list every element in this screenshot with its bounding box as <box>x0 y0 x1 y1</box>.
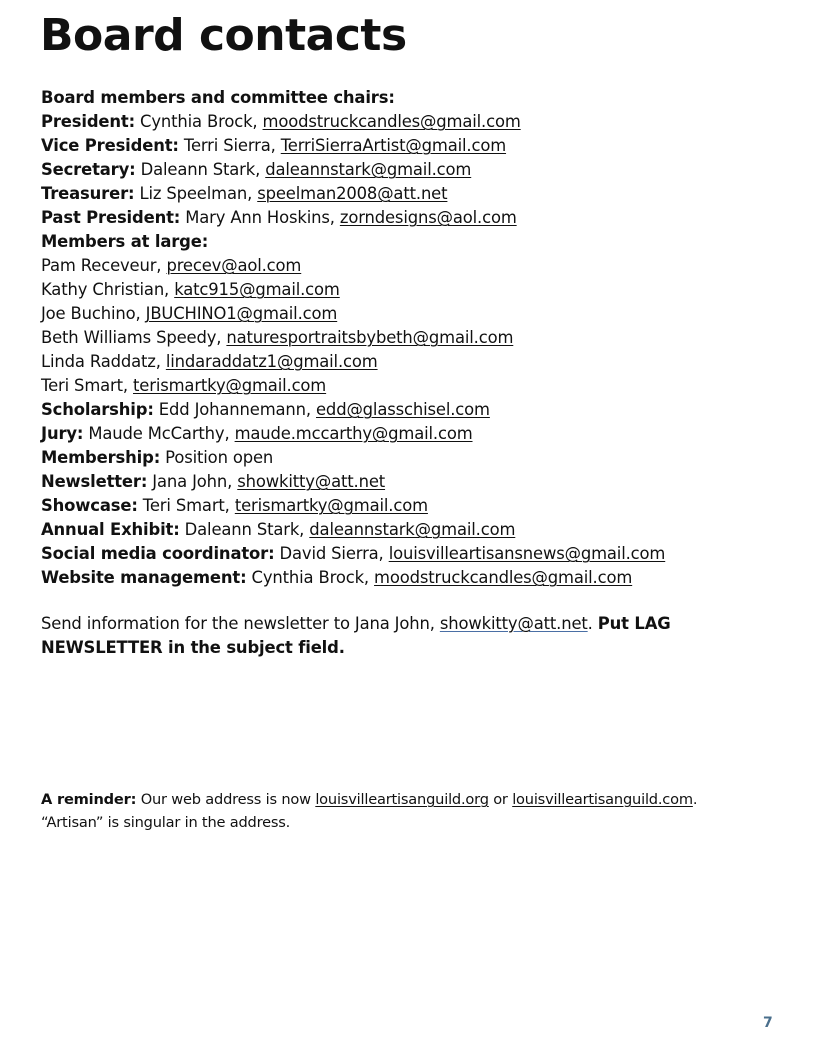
chair-row-role: Annual Exhibit: <box>41 520 180 539</box>
chair-row-role: Newsletter: <box>41 472 148 491</box>
member-row <box>41 374 801 398</box>
officer-row <box>41 182 801 206</box>
member-row-name: Joe Buchino, <box>41 304 146 323</box>
newsletter-note-email-link[interactable]: showkitty@att.net <box>439 614 588 633</box>
officer-row-name: Liz Speelman, <box>134 184 258 203</box>
chair-row-email-link[interactable]: showkitty@att.net <box>237 472 386 491</box>
chair-row-name: Edd Johannemann, <box>153 400 316 419</box>
officer-row-name: Daleann Stark, <box>135 160 266 179</box>
officer-row-email-link[interactable]: daleannstark@gmail.com <box>265 160 472 179</box>
member-row <box>41 350 801 374</box>
chair-row-name: Teri Smart, <box>137 496 235 515</box>
member-row <box>41 302 801 326</box>
chair-row-email-link[interactable]: edd@glasschisel.com <box>316 400 490 419</box>
newsletter-note-instruction: Put LAG NEWSLETTER in the subject field. <box>41 614 671 657</box>
reminder-label: A reminder: <box>41 791 137 808</box>
officer-row-email-link[interactable]: speelman2008@att.net <box>257 184 448 203</box>
newsletter-note-after: . <box>587 614 598 633</box>
officer-row-role: Vice President: <box>41 136 179 155</box>
chair-row-name: Jana John, <box>147 472 238 491</box>
officer-row-name: Cynthia Brock, <box>135 112 263 131</box>
reminder-artisan-note: “Artisan” is singular in the address. <box>41 814 291 831</box>
member-row-email-link[interactable]: naturesportraitsbybeth@gmail.com <box>226 328 514 347</box>
member-row-name: Beth Williams Speedy, <box>41 328 227 347</box>
chair-row-email-link[interactable]: maude.mccarthy@gmail.com <box>234 424 473 443</box>
chair-row <box>41 470 801 494</box>
member-row-email-link[interactable]: terismartky@gmail.com <box>133 376 327 395</box>
reminder-note <box>41 788 781 834</box>
officer-row-role: Secretary: <box>41 160 136 179</box>
member-row-email-link[interactable]: lindaraddatz1@gmail.com <box>165 352 378 371</box>
board-heading: Board members and committee chairs: <box>41 88 395 107</box>
officer-row-email-link[interactable]: TerriSierraArtist@gmail.com <box>280 136 507 155</box>
chair-row <box>41 446 801 470</box>
officer-row-role: Past President: <box>41 208 181 227</box>
officer-row-name: Terri Sierra, <box>178 136 281 155</box>
officer-row <box>41 158 801 182</box>
reminder-period: . <box>692 791 698 808</box>
officers-list <box>41 110 801 230</box>
member-row-name: Linda Raddatz, <box>41 352 166 371</box>
chair-row-email-link[interactable]: moodstruckcandles@gmail.com <box>374 568 633 587</box>
officer-row-email-link[interactable]: moodstruckcandles@gmail.com <box>262 112 521 131</box>
reminder-or: or <box>488 791 513 808</box>
chair-row-name: Position open <box>160 448 274 467</box>
member-row <box>41 326 801 350</box>
chair-row-email-link[interactable]: louisvilleartisansnews@gmail.com <box>388 544 666 563</box>
chair-row <box>41 494 801 518</box>
website-link-com[interactable]: louisvilleartisanguild.com <box>512 791 693 808</box>
page-title: Board contacts <box>40 10 407 61</box>
chair-row <box>41 566 801 590</box>
chair-row-role: Jury: <box>41 424 84 443</box>
chair-row-role: Scholarship: <box>41 400 154 419</box>
chair-row <box>41 518 801 542</box>
chair-row-name: Maude McCarthy, <box>83 424 235 443</box>
chair-row <box>41 398 801 422</box>
chair-row <box>41 542 801 566</box>
page-number: 7 <box>763 1015 773 1031</box>
officer-row-email-link[interactable]: zorndesigns@aol.com <box>339 208 517 227</box>
chair-row-role: Showcase: <box>41 496 138 515</box>
chairs-list <box>41 398 801 590</box>
chair-row-email-link[interactable]: terismartky@gmail.com <box>234 496 428 515</box>
officer-row-name: Mary Ann Hoskins, <box>180 208 340 227</box>
chair-row-role: Website management: <box>41 568 247 587</box>
chair-row-name: Cynthia Brock, <box>246 568 375 587</box>
members-at-large-heading: Members at large: <box>41 232 209 251</box>
officer-row <box>41 134 801 158</box>
newsletter-note-text: Send information for the newsletter to Jana John, <box>41 614 440 633</box>
chair-row-role: Membership: <box>41 448 161 467</box>
reminder-text: Our web address is now <box>136 791 316 808</box>
member-row <box>41 278 801 302</box>
contacts-list <box>41 86 801 590</box>
officer-row-role: President: <box>41 112 135 131</box>
chair-row-email-link[interactable]: daleannstark@gmail.com <box>309 520 516 539</box>
chair-row-role: Social media coordinator: <box>41 544 275 563</box>
officer-row-role: Treasurer: <box>41 184 135 203</box>
member-row-email-link[interactable]: katc915@gmail.com <box>174 280 340 299</box>
officer-row <box>41 206 801 230</box>
members-list <box>41 254 801 398</box>
member-row-name: Teri Smart, <box>41 376 134 395</box>
chair-row-name: David Sierra, <box>274 544 389 563</box>
member-row <box>41 254 801 278</box>
officer-row <box>41 110 801 134</box>
member-row-email-link[interactable]: precev@aol.com <box>166 256 302 275</box>
member-row-name: Kathy Christian, <box>41 280 175 299</box>
member-row-email-link[interactable]: JBUCHINO1@gmail.com <box>145 304 338 323</box>
newsletter-note <box>41 612 761 660</box>
member-row-name: Pam Receveur, <box>41 256 167 275</box>
website-link-org[interactable]: louisvilleartisanguild.org <box>315 791 489 808</box>
chair-row <box>41 422 801 446</box>
chair-row-name: Daleann Stark, <box>179 520 310 539</box>
